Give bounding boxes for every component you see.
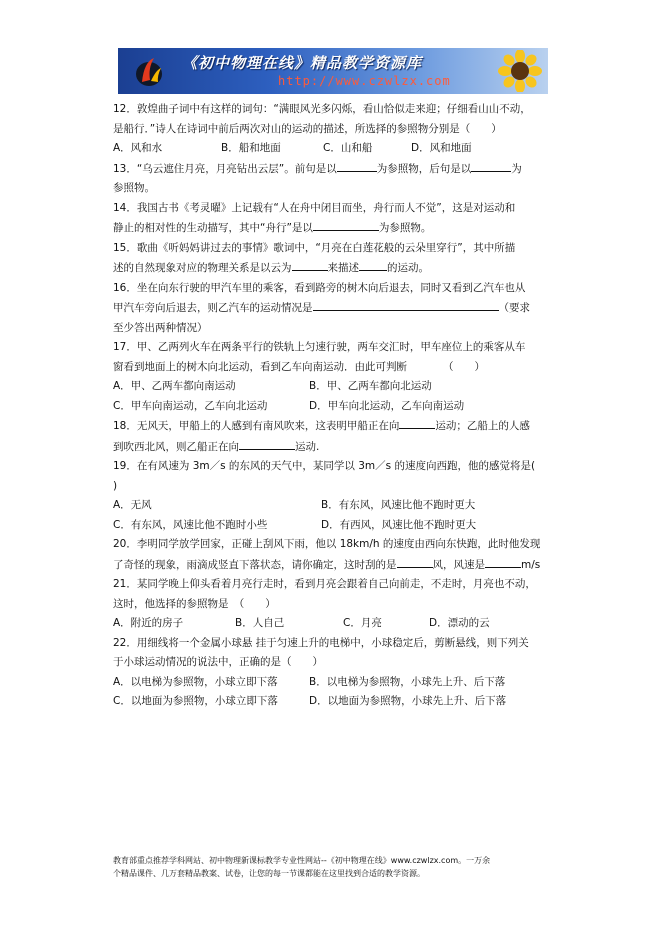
option-c: C．山和船 [323,142,373,154]
answer-blank [313,298,499,311]
option-b: B．有东风，风速比他不跑时更大 [321,499,476,511]
question-21-options [113,614,553,634]
footer-line-1: 教育部重点推荐学科网站、初中物理新课标教学专业性网站--《初中物理在线》www.czwlzx.com。一万余 [113,856,491,865]
option-a: A．无风 [113,499,152,511]
question-15-line2: 述的自然现象对应的物理关系是以云为 来描述 的运动。 [113,258,553,279]
answer-blank [471,159,511,172]
option-d: D．甲车向北运动，乙车向南运动 [309,399,465,412]
option-a: A．附近的房子 [113,617,184,629]
option-a: A．风和水 [113,142,163,154]
footer-line-2: 个精品课件、几万套精品教案、试卷，让您的每一节课都能在这里找到合适的教学资源。 [113,869,425,878]
question-22-line2: 于小球运动情况的说法中，正确的是（ ） [113,656,323,668]
question-22-options-1 [113,673,553,693]
answer-blank [337,159,377,172]
option-b: B．人自己 [235,617,285,629]
site-logo-icon [134,54,164,88]
question-19-line2: ) [113,479,118,492]
answer-blank [399,416,435,429]
question-17-options-1 [113,377,553,397]
option-b: B．以电梯为参照物，小球先上升、后下落 [309,675,506,688]
answer-blank [359,258,387,271]
question-20-line2: 了奇怪的现象，雨滴成竖直下落状态，请你确定，这时刮的是 风，风速是 m/s [113,555,553,576]
header-banner [118,48,548,94]
answer-blank [239,437,295,450]
question-17-line1: 17．甲、乙两列火车在两条平行的铁轨上匀速行驶，两车交汇时，甲车座位上的乘客从车 [113,341,526,353]
option-b: B．船和地面 [221,142,281,154]
option-b: B．甲、乙两车都向北运动 [309,380,432,392]
question-22-line1: 22．用细线将一个金属小球悬 挂于匀速上升的电梯中，小球稳定后，剪断悬线，则下列关 [113,636,529,649]
question-17-line2: 窗看到地面上的树木向北运动，看到乙车向南运动．由此可判断 （ ） [113,360,485,373]
option-c: C．月亮 [343,617,382,629]
question-20-line1: 20．李明同学放学回家，正碰上刮风下雨，他以 18km/h 的速度由西向东快跑，此时他发现 [113,538,541,550]
answer-blank [397,555,433,568]
question-15-line1: 15．歌曲《听妈妈讲过去的事情》歌词中，“月亮在白莲花般的云朵里穿行”，其中所描 [113,241,516,254]
question-12-line1: 12．敦煌曲子词中有这样的词句：“满眼风光多闪烁，看山恰似走来迎；仔细看山山不动， [113,103,531,115]
question-21-line2: 这时，他选择的参照物是 （ ） [113,597,276,610]
option-d: D．有西风，风速比他不跑时更大 [321,518,477,531]
question-13-line1: 13．“乌云遮住月亮，月亮钻出云层”。前句是以 为参照物，后句是以 为 [113,159,553,180]
option-c: C．有东风，风速比他不跑时小些 [113,518,268,531]
question-14-line1: 14．我国古书《考灵曜》上记载有“人在舟中闭目而坐，舟行而人不觉”，这是对运动和 [113,201,516,214]
option-c: C．甲车向南运动，乙车向北运动 [113,399,268,412]
banner-title: 《初中物理在线》精品教学资源库 [182,54,423,72]
option-a: A．以电梯为参照物，小球立即下落 [113,675,278,688]
option-d: D．以地面为参照物，小球先上升、后下落 [309,695,507,707]
question-18-line2: 到吹西北风，则乙船正在向 运动. [113,437,553,458]
question-19-options-2 [113,516,553,536]
banner-url[interactable]: http://www.czwlzx.com [278,74,451,88]
question-19-line1: 19．在有风速为 3m／s 的东风的天气中，某同学以 3m／s 的速度向西跑，他的感觉将是( [113,460,536,472]
question-list [113,100,553,712]
question-16-line2: 甲汽车旁向后退去，则乙汽车的运动情况是 （要求 [113,298,553,319]
question-12-options [113,139,553,159]
question-19-options-1 [113,496,553,516]
question-21-line1: 21．某同学晚上仰头看着月亮行走时，看到月亮会跟着自己向前走，不走时，月亮也不动， [113,578,536,590]
question-18-line1: 18．无风天，甲船上的人感到有南风吹来，这表明甲船正在向 运动；乙船上的人感 [113,416,553,437]
question-12-line2: 是船行．”诗人在诗词中前后两次对山的运动的描述，所选择的参照物分别是（ ） [113,122,502,135]
question-16-line3: 至少答出两种情况） [113,321,208,334]
question-14-line2: 静止的相对性的生动描写，其中“舟行”是以 为参照物。 [113,218,553,239]
answer-blank [292,258,328,271]
option-d: D．风和地面 [411,142,472,154]
answer-blank [313,218,379,231]
page-footer [113,854,553,880]
option-a: A．甲、乙两车都向南运动 [113,380,236,392]
question-16-line1: 16．坐在向东行驶的甲汽车里的乘客，看到路旁的树木向后退去，同时又看到乙汽车也从 [113,281,526,294]
answer-blank [485,555,521,568]
question-17-options-2 [113,397,553,417]
question-13-line2: 参照物。 [113,182,155,194]
sunflower-icon [498,50,542,92]
option-d: D．漂动的云 [429,617,490,629]
question-22-options-2 [113,692,553,712]
option-c: C．以地面为参照物，小球立即下落 [113,695,278,707]
